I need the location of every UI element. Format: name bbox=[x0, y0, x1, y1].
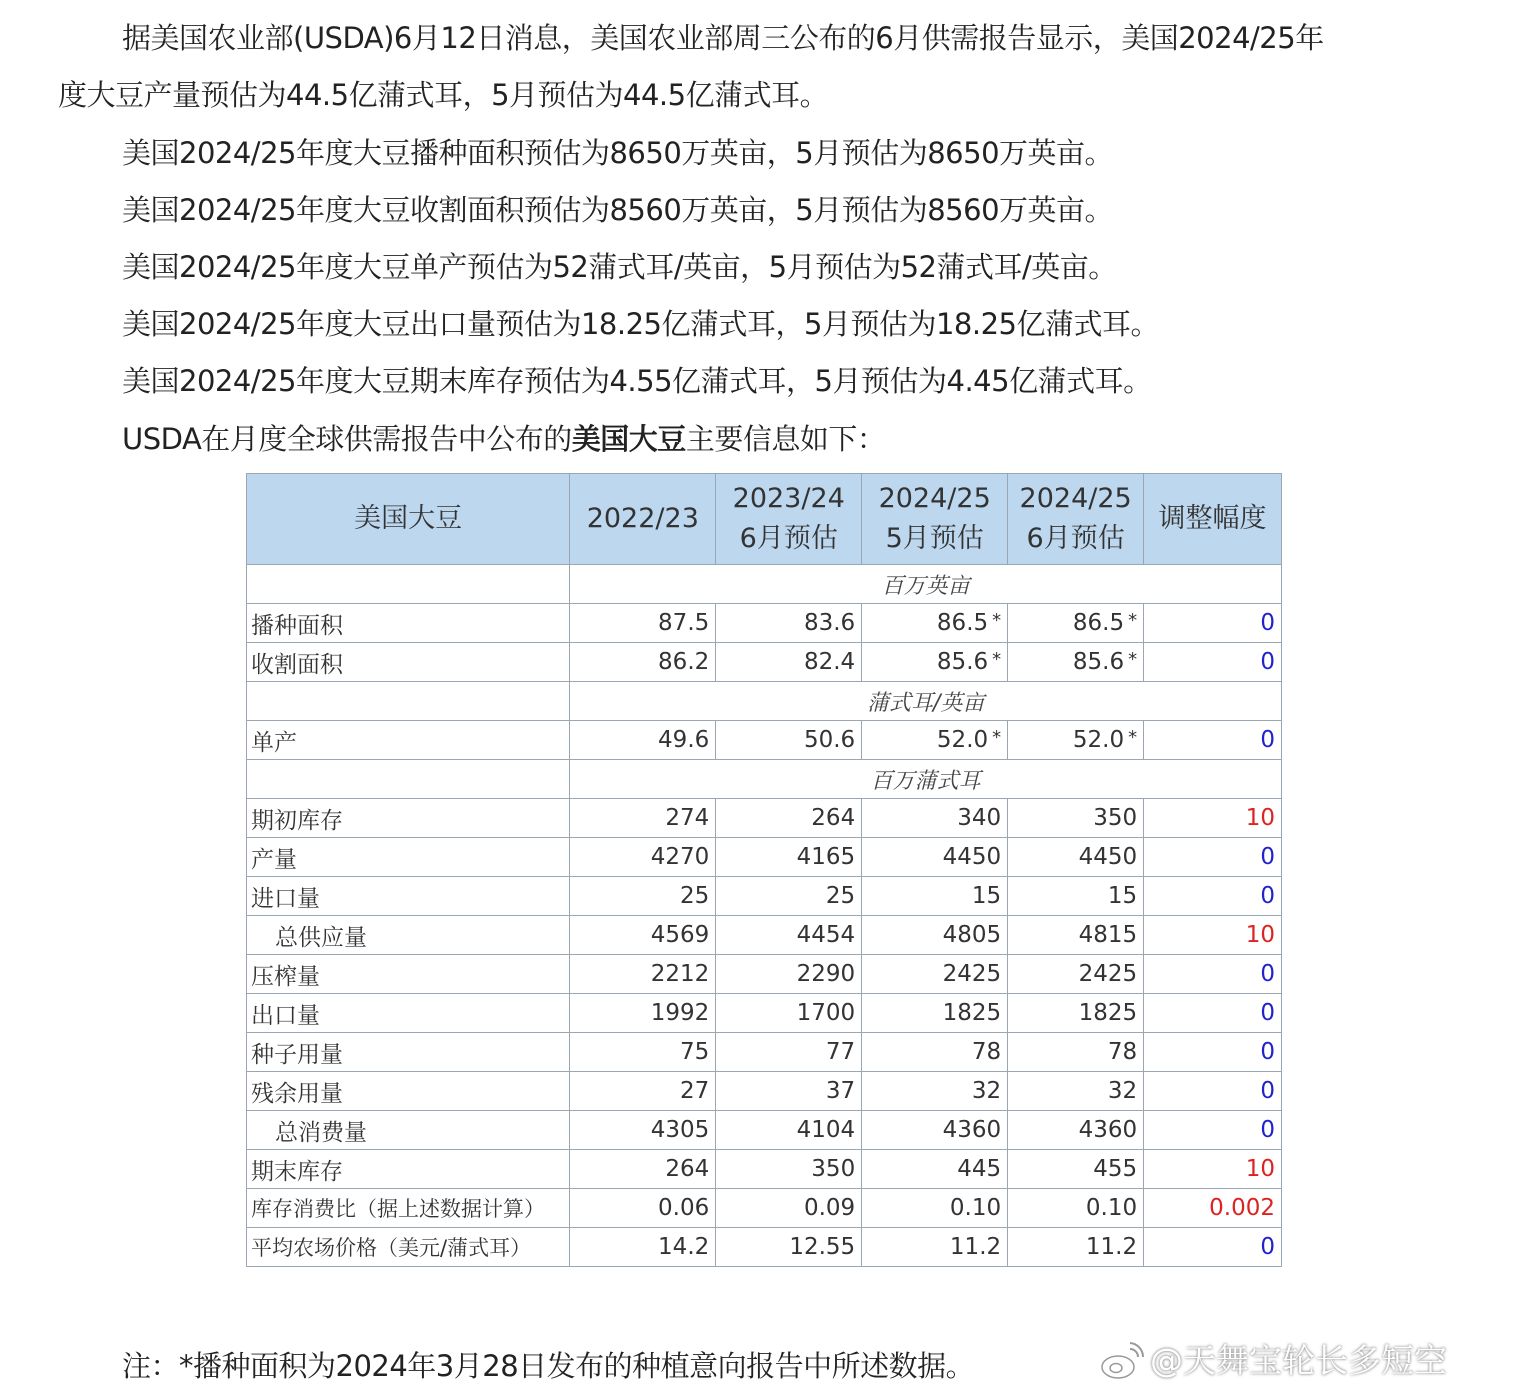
change-cell: 10 bbox=[1144, 1150, 1282, 1189]
table-row bbox=[247, 643, 1282, 682]
cell: 11.2 bbox=[862, 1228, 1008, 1267]
change-cell: 0 bbox=[1144, 1033, 1282, 1072]
cell: 2212 bbox=[570, 955, 716, 994]
cell: 12.55 bbox=[716, 1228, 862, 1267]
cell: 14.2 bbox=[570, 1228, 716, 1267]
footnote-star: * bbox=[1128, 649, 1138, 670]
header-commodity: 美国大豆 bbox=[247, 474, 570, 565]
cell: 4165 bbox=[716, 838, 862, 877]
table-row bbox=[247, 1228, 1282, 1267]
cell: 4569 bbox=[570, 916, 716, 955]
cell-value: 85.6 bbox=[936, 649, 989, 675]
footnote-star: * bbox=[1128, 610, 1138, 631]
cell bbox=[862, 721, 1008, 760]
cell: 455 bbox=[1008, 1150, 1144, 1189]
intro-bold: 美国大豆 bbox=[571, 422, 686, 456]
footnote: 注：*播种面积为2024年3月28日发布的种植意向报告中所述数据。 bbox=[122, 1349, 975, 1383]
cell-value: 86.5 bbox=[1072, 610, 1125, 636]
cell: 87.5 bbox=[570, 604, 716, 643]
cell: 445 bbox=[862, 1150, 1008, 1189]
row-label: 压榨量 bbox=[247, 955, 570, 994]
cell: 75 bbox=[570, 1033, 716, 1072]
table-row bbox=[247, 916, 1282, 955]
unit-row bbox=[247, 760, 1282, 799]
cell: 274 bbox=[570, 799, 716, 838]
cell: 25 bbox=[716, 877, 862, 916]
cell bbox=[1008, 721, 1144, 760]
paragraph-ending-stocks: 美国2024/25年度大豆期末库存预估为4.55亿蒲式耳，5月预估为4.45亿蒲式耳。 bbox=[122, 364, 1152, 398]
cell bbox=[862, 643, 1008, 682]
table-row bbox=[247, 799, 1282, 838]
paragraph-planted-area: 美国2024/25年度大豆播种面积预估为8650万英亩，5月预估为8650万英亩。 bbox=[122, 136, 1114, 170]
paragraph-1-line-2: 度大豆产量预估为44.5亿蒲式耳，5月预估为44.5亿蒲式耳。 bbox=[58, 78, 829, 112]
change-cell: 0 bbox=[1144, 1228, 1282, 1267]
cell-value: 52.0 bbox=[1072, 727, 1125, 753]
header-estimate: 6月预估 bbox=[1026, 523, 1125, 554]
cell: 2290 bbox=[716, 955, 862, 994]
paragraph-yield: 美国2024/25年度大豆单产预估为52蒲式耳/英亩，5月预估为52蒲式耳/英亩。 bbox=[122, 250, 1117, 284]
unit-label: 蒲式耳/英亩 bbox=[570, 682, 1282, 721]
paragraph-intro bbox=[122, 411, 1513, 468]
cell-value: 52.0 bbox=[936, 727, 989, 753]
header-year: 2024/25 bbox=[1019, 483, 1132, 514]
header-year: 2024/25 bbox=[878, 483, 991, 514]
change-cell: 0 bbox=[1144, 643, 1282, 682]
cell: 25 bbox=[570, 877, 716, 916]
cell: 350 bbox=[1008, 799, 1144, 838]
change-cell: 0 bbox=[1144, 721, 1282, 760]
cell: 15 bbox=[862, 877, 1008, 916]
cell: 78 bbox=[1008, 1033, 1144, 1072]
cell: 1992 bbox=[570, 994, 716, 1033]
paragraph-1-line-1: 据美国农业部(USDA)6月12日消息，美国农业部周三公布的6月供需报告显示，美国2024/25年 bbox=[122, 21, 1324, 55]
header-year: 2023/24 bbox=[732, 483, 845, 514]
row-label: 总消费量 bbox=[247, 1111, 570, 1150]
watermark bbox=[1100, 1336, 1447, 1386]
header-estimate: 6月预估 bbox=[739, 523, 838, 554]
intro-prefix: USDA在月度全球供需报告中公布的 bbox=[122, 422, 572, 456]
row-label: 产量 bbox=[247, 838, 570, 877]
table-row bbox=[247, 877, 1282, 916]
cell: 4270 bbox=[570, 838, 716, 877]
cell: 4815 bbox=[1008, 916, 1144, 955]
usda-soybean-table bbox=[246, 473, 1282, 1267]
cell: 32 bbox=[862, 1072, 1008, 1111]
cell: 264 bbox=[570, 1150, 716, 1189]
cell: 11.2 bbox=[1008, 1228, 1144, 1267]
cell-value: 85.6 bbox=[1072, 649, 1125, 675]
unit-row-blank bbox=[247, 565, 570, 604]
table-row bbox=[247, 1150, 1282, 1189]
row-label: 残余用量 bbox=[247, 1072, 570, 1111]
cell: 15 bbox=[1008, 877, 1144, 916]
cell: 37 bbox=[716, 1072, 862, 1111]
row-label: 收割面积 bbox=[247, 643, 570, 682]
table-row bbox=[247, 994, 1282, 1033]
cell: 4454 bbox=[716, 916, 862, 955]
cell: 2425 bbox=[862, 955, 1008, 994]
cell: 27 bbox=[570, 1072, 716, 1111]
row-label: 进口量 bbox=[247, 877, 570, 916]
cell: 4305 bbox=[570, 1111, 716, 1150]
unit-label: 百万英亩 bbox=[570, 565, 1282, 604]
cell: 83.6 bbox=[716, 604, 862, 643]
cell: 82.4 bbox=[716, 643, 862, 682]
paragraph-harvested-area: 美国2024/25年度大豆收割面积预估为8560万英亩，5月预估为8560万英亩。 bbox=[122, 193, 1114, 227]
intro-suffix: 主要信息如下： bbox=[685, 422, 886, 456]
row-label: 库存消费比（据上述数据计算） bbox=[247, 1189, 570, 1228]
cell: 0.10 bbox=[862, 1189, 1008, 1228]
weibo-icon bbox=[1100, 1341, 1144, 1381]
header-2024-25-may bbox=[862, 474, 1008, 565]
row-label: 期末库存 bbox=[247, 1150, 570, 1189]
change-cell: 0 bbox=[1144, 955, 1282, 994]
cell: 0.10 bbox=[1008, 1189, 1144, 1228]
table-row bbox=[247, 604, 1282, 643]
change-cell: 0 bbox=[1144, 1072, 1282, 1111]
header-2024-25-jun bbox=[1008, 474, 1144, 565]
cell: 50.6 bbox=[716, 721, 862, 760]
cell: 4450 bbox=[862, 838, 1008, 877]
cell: 4360 bbox=[862, 1111, 1008, 1150]
table-header-row bbox=[247, 474, 1282, 565]
change-cell: 0 bbox=[1144, 604, 1282, 643]
watermark-text: @天舞宝轮长多短空 bbox=[1150, 1341, 1447, 1380]
change-cell: 10 bbox=[1144, 799, 1282, 838]
cell: 2425 bbox=[1008, 955, 1144, 994]
cell: 4360 bbox=[1008, 1111, 1144, 1150]
table-row bbox=[247, 1111, 1282, 1150]
row-label: 单产 bbox=[247, 721, 570, 760]
cell: 1700 bbox=[716, 994, 862, 1033]
cell: 1825 bbox=[1008, 994, 1144, 1033]
unit-label: 百万蒲式耳 bbox=[570, 760, 1282, 799]
cell: 49.6 bbox=[570, 721, 716, 760]
cell: 4805 bbox=[862, 916, 1008, 955]
change-cell: 0 bbox=[1144, 1111, 1282, 1150]
table-row bbox=[247, 1033, 1282, 1072]
row-label: 总供应量 bbox=[247, 916, 570, 955]
header-2022-23: 2022/23 bbox=[570, 474, 716, 565]
table-row bbox=[247, 838, 1282, 877]
row-label: 出口量 bbox=[247, 994, 570, 1033]
cell: 4450 bbox=[1008, 838, 1144, 877]
cell: 350 bbox=[716, 1150, 862, 1189]
cell: 77 bbox=[716, 1033, 862, 1072]
footnote-star: * bbox=[992, 727, 1002, 748]
unit-row bbox=[247, 682, 1282, 721]
unit-row-blank bbox=[247, 682, 570, 721]
header-estimate: 5月预估 bbox=[885, 523, 984, 554]
cell: 0.09 bbox=[716, 1189, 862, 1228]
table-row bbox=[247, 721, 1282, 760]
paragraph-exports: 美国2024/25年度大豆出口量预估为18.25亿蒲式耳，5月预估为18.25亿蒲式耳。 bbox=[122, 307, 1159, 341]
cell: 4104 bbox=[716, 1111, 862, 1150]
cell: 32 bbox=[1008, 1072, 1144, 1111]
table-row bbox=[247, 1189, 1282, 1228]
unit-row-blank bbox=[247, 760, 570, 799]
change-cell: 0 bbox=[1144, 994, 1282, 1033]
header-2023-24-jun bbox=[716, 474, 862, 565]
row-label: 期初库存 bbox=[247, 799, 570, 838]
cell: 0.06 bbox=[570, 1189, 716, 1228]
cell: 264 bbox=[716, 799, 862, 838]
table-row bbox=[247, 955, 1282, 994]
cell: 86.2 bbox=[570, 643, 716, 682]
cell bbox=[862, 604, 1008, 643]
row-label: 平均农场价格（美元/蒲式耳） bbox=[247, 1228, 570, 1267]
change-cell: 0 bbox=[1144, 877, 1282, 916]
unit-row bbox=[247, 565, 1282, 604]
footnote-star: * bbox=[1128, 727, 1138, 748]
cell bbox=[1008, 643, 1144, 682]
row-label: 种子用量 bbox=[247, 1033, 570, 1072]
row-label: 播种面积 bbox=[247, 604, 570, 643]
cell: 78 bbox=[862, 1033, 1008, 1072]
change-cell: 0.002 bbox=[1144, 1189, 1282, 1228]
cell: 1825 bbox=[862, 994, 1008, 1033]
header-change: 调整幅度 bbox=[1144, 474, 1282, 565]
change-cell: 0 bbox=[1144, 838, 1282, 877]
cell-value: 86.5 bbox=[936, 610, 989, 636]
footnote-star: * bbox=[992, 610, 1002, 631]
footnote-star: * bbox=[992, 649, 1002, 670]
table-row bbox=[247, 1072, 1282, 1111]
cell: 340 bbox=[862, 799, 1008, 838]
change-cell: 10 bbox=[1144, 916, 1282, 955]
cell bbox=[1008, 604, 1144, 643]
